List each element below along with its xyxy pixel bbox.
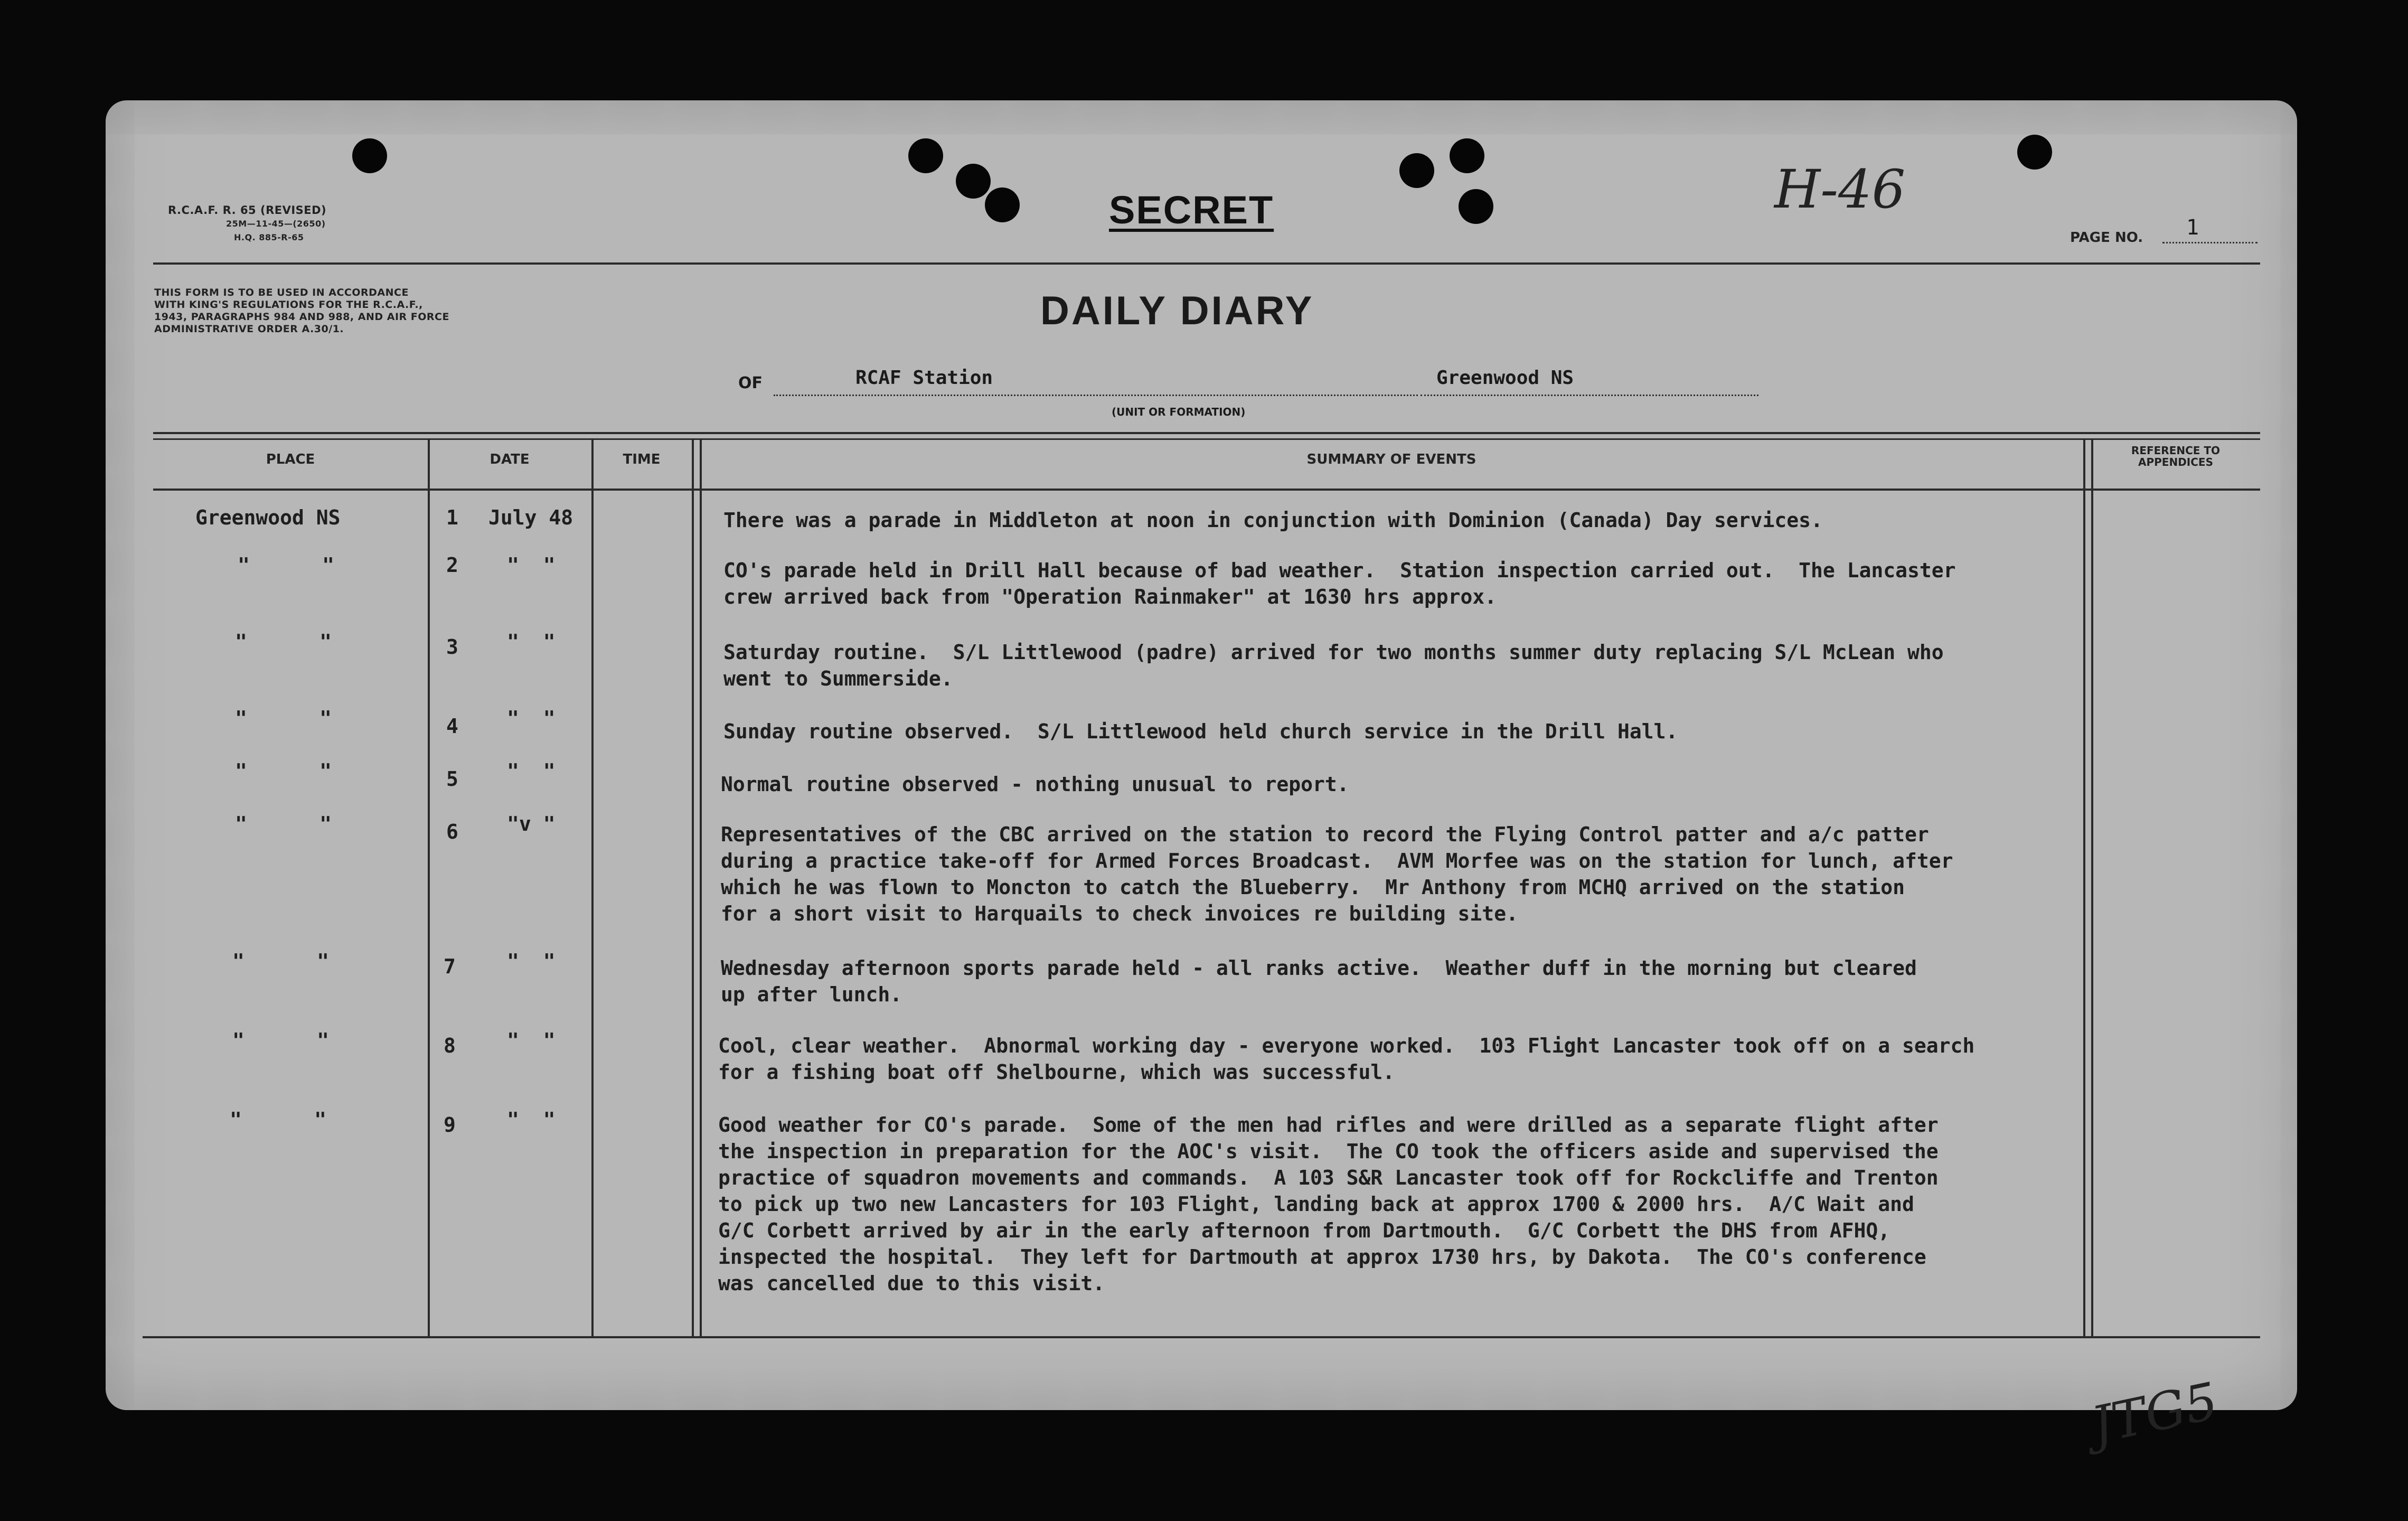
day-cell: 7 bbox=[444, 955, 456, 978]
place-cell: " " bbox=[235, 759, 332, 783]
punch-hole bbox=[352, 138, 387, 173]
place-cell: " " bbox=[235, 812, 332, 835]
table-head-rule bbox=[153, 438, 2260, 440]
month-cell: " " bbox=[507, 1108, 556, 1131]
day-cell: 2 bbox=[446, 553, 458, 577]
month-cell: " " bbox=[507, 759, 556, 783]
page-number-text: 1 bbox=[2186, 215, 2199, 240]
of-label: OF bbox=[738, 374, 763, 392]
month-cell: " " bbox=[507, 630, 556, 653]
column-divider bbox=[428, 438, 430, 1336]
header-rule bbox=[153, 262, 2260, 265]
usage-note-line: THIS FORM IS TO BE USED IN ACCORDANCE bbox=[154, 287, 409, 298]
usage-note-line: ADMINISTRATIVE ORDER A.30/1. bbox=[154, 323, 344, 335]
page-number-value bbox=[2162, 215, 2258, 243]
month-cell: " " bbox=[507, 950, 556, 973]
table-bottom-rule bbox=[143, 1336, 2260, 1338]
table-top-rule bbox=[153, 432, 2260, 434]
summary-cell: Representatives of the CBC arrived on the station to record the Flying Control patter and a/c patter during a practice take-off for Armed Forces Broadcast. AVM Morfee was on the station for lunch, after which he was flown to Moncton to catch the Blueberry. Mr Anthony from MCHQ arrived on the station for a short visit to Harquails to check invoices re building site. bbox=[721, 823, 1953, 925]
handwritten-reference: H-46 bbox=[1774, 158, 1906, 220]
day-cell: 5 bbox=[446, 767, 458, 791]
form-number bbox=[168, 203, 326, 245]
column-header-reference: REFERENCE TO APPENDICES bbox=[2131, 444, 2221, 468]
punch-hole bbox=[985, 187, 1020, 222]
summary-cell: Cool, clear weather. Abnormal working day - everyone worked. 103 Flight Lancaster took off on a search for a fishing boat off Shelbourne, which was successful. bbox=[718, 1034, 1975, 1084]
column-divider bbox=[2091, 438, 2093, 1336]
place-cell: " " bbox=[232, 1029, 330, 1052]
place-cell: Greenwood NS bbox=[195, 506, 341, 529]
location-line bbox=[1421, 395, 1758, 396]
day-cell: 1 bbox=[446, 506, 458, 529]
punch-hole bbox=[1459, 189, 1493, 224]
day-cell: 9 bbox=[444, 1113, 456, 1137]
column-divider bbox=[700, 438, 702, 1336]
column-header-summary: SUMMARY OF EVENTS bbox=[1306, 452, 1476, 467]
page-title: DAILY DIARY bbox=[1040, 288, 1314, 333]
summary-cell: Sunday routine observed. S/L Littlewood held church service in the Drill Hall. bbox=[723, 720, 1678, 743]
punch-hole bbox=[1399, 153, 1434, 188]
column-divider bbox=[692, 438, 694, 1336]
summary-cell: Saturday routine. S/L Littlewood (padre) arrived for two months summer duty replacing S/L McLean who went to Summerside. bbox=[723, 641, 1944, 690]
summary-cell: CO's parade held in Drill Hall because of bad weather. Station inspection carried out. The Lancaster crew arrived back from "Operation Rainmaker" at 1630 hrs approx. bbox=[723, 559, 1956, 608]
summary-cell: Normal routine observed - nothing unusual to report. bbox=[721, 773, 1349, 796]
day-cell: 4 bbox=[446, 715, 458, 738]
place-cell: " " bbox=[235, 707, 332, 730]
unit-value: RCAF Station bbox=[855, 367, 993, 389]
day-cell: 8 bbox=[444, 1034, 456, 1057]
day-cell: 6 bbox=[446, 820, 458, 843]
month-cell: " " bbox=[507, 553, 556, 577]
form-number-text: R.C.A.F. R. 65 (REVISED) bbox=[168, 204, 327, 217]
punch-hole bbox=[956, 164, 991, 199]
summary-cell: Wednesday afternoon sports parade held - all ranks active. Weather duff in the morning but cleared up after lunch. bbox=[721, 956, 1917, 1006]
column-divider bbox=[2083, 438, 2085, 1336]
classification-heading: SECRET bbox=[1109, 188, 1274, 232]
location-value: Greenwood NS bbox=[1436, 367, 1574, 389]
initials-signature: JTG5 bbox=[2086, 1371, 2223, 1456]
column-header-place: PLACE bbox=[266, 452, 315, 467]
summary-cell: There was a parade in Middleton at noon in conjunction with Dominion (Canada) Day services. bbox=[723, 509, 1823, 532]
day-cell: 3 bbox=[446, 635, 458, 659]
form-code-2: H.Q. 885-R-65 bbox=[234, 232, 304, 242]
column-divider bbox=[591, 438, 594, 1336]
place-cell: " " bbox=[238, 553, 335, 577]
usage-note-line: WITH KING'S REGULATIONS FOR THE R.C.A.F., bbox=[154, 299, 423, 311]
month-cell: "v " bbox=[507, 812, 556, 835]
punch-hole bbox=[1450, 138, 1484, 173]
usage-note bbox=[154, 287, 449, 335]
column-header-date: DATE bbox=[490, 452, 530, 467]
form-code-1: 25M—11-45—(2650) bbox=[226, 219, 326, 229]
month-cell: " " bbox=[507, 1029, 556, 1052]
diary-form-card bbox=[106, 100, 2297, 1456]
place-cell: " " bbox=[235, 630, 332, 653]
column-header-time: TIME bbox=[623, 452, 661, 467]
place-cell: " " bbox=[230, 1108, 327, 1131]
punch-hole bbox=[2017, 135, 2052, 170]
table-subhead-rule bbox=[153, 489, 2260, 491]
unit-line bbox=[774, 395, 1418, 396]
unit-caption: (UNIT OR FORMATION) bbox=[1112, 406, 1246, 418]
usage-note-line: 1943, PARAGRAPHS 984 AND 988, AND AIR FORCE bbox=[154, 311, 449, 323]
page-number-label: PAGE NO. bbox=[2070, 230, 2143, 246]
summary-cell: Good weather for CO's parade. Some of the men had rifles and were drilled as a separate flight after the inspection in preparation for the AOC's visit. The CO took the officers aside and supervised the practice of squadron movements and commands. A 103 S&R Lancaster took off for Rockcliffe and Trenton to pick up two new Lancasters for 103 Flight, landing back at approx 1700 & 2000 hrs. A/C Wait and G/C Corbett arrived by air in the early afternoon from Dartmouth. G/C Corbett the DHS from AFHQ, inspected the hospital. They left for Dartmouth at approx 1730 hrs, by Dakota. The CO's conference was cancelled due to this visit. bbox=[718, 1113, 1939, 1295]
place-cell: " " bbox=[232, 950, 330, 973]
punch-hole bbox=[908, 138, 943, 173]
month-cell: " " bbox=[507, 707, 556, 730]
month-cell: July 48 bbox=[488, 506, 573, 529]
